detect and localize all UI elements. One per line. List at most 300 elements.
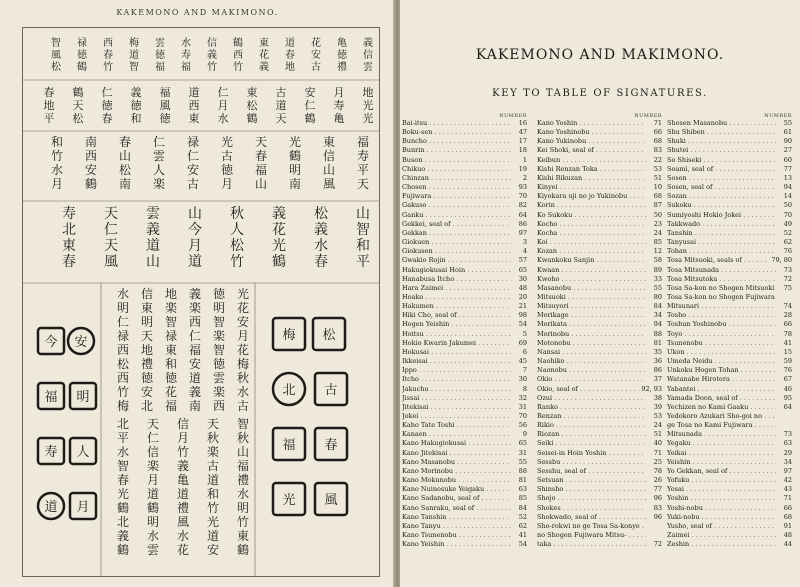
entry-name: Yabantei . . . xyxy=(667,385,776,394)
entry-name: Kano Tsunenobu . . . xyxy=(402,531,511,540)
signature-glyph: 水 xyxy=(146,529,160,543)
signature-glyph: 天 xyxy=(104,238,118,254)
entry-number: 31 xyxy=(511,403,527,412)
signature-glyph: 道 xyxy=(146,238,160,254)
entry-name: Sumiyoshi Hokio Jokei . . . xyxy=(667,211,776,220)
key-entry xyxy=(537,504,662,513)
signature-glyph: 徳 xyxy=(130,99,142,112)
entry-number: 93 xyxy=(511,183,527,192)
entry-name: Jakuchu . . . xyxy=(402,385,511,394)
key-entry xyxy=(667,394,792,403)
running-head: KAKEMONO AND MAKIMONO. xyxy=(116,8,279,17)
entry-number: 98 xyxy=(511,311,527,320)
key-entry xyxy=(402,229,527,238)
signature-glyph: 西 xyxy=(233,50,243,61)
entry-list xyxy=(667,119,792,549)
entry-number: 56 xyxy=(511,421,527,430)
signature-glyph: 明 xyxy=(146,515,160,529)
signature-glyph: 仁 xyxy=(101,86,113,99)
signature-glyph: 鶴 xyxy=(84,177,98,191)
signature-glyph: 春 xyxy=(118,135,132,149)
signature-glyph: 松 xyxy=(116,357,130,371)
signature-glyph: 竹 xyxy=(206,501,220,515)
entry-name: Buson . . . xyxy=(402,156,511,165)
entry-name: Tsunenobu . . . xyxy=(667,339,776,348)
entry-number: 38 xyxy=(646,394,662,403)
entry-name: Hanabusa Itcho . . . xyxy=(402,275,511,284)
page-subtitle: KEY TO TABLE OF SIGNATURES. xyxy=(492,88,708,99)
signature-glyph: 楽 xyxy=(212,329,226,343)
entry-number: 66 xyxy=(776,320,792,329)
entry-number: 53 xyxy=(646,412,662,421)
signature-glyph: 北 xyxy=(116,515,130,529)
signature-glyph: 梅 xyxy=(129,38,139,49)
signature-glyph: 西 xyxy=(116,343,130,357)
signature-glyph: 福 xyxy=(356,135,370,149)
key-entry xyxy=(402,394,527,403)
signature-glyph: 春 xyxy=(116,473,130,487)
key-entry xyxy=(402,146,527,155)
signature-glyph: 春 xyxy=(101,112,113,125)
entry-name: Kano Mokunobu . . . xyxy=(402,476,511,485)
entry-name: Morikage . . . xyxy=(537,311,646,320)
key-entry xyxy=(667,467,792,476)
entry-number: 53 xyxy=(646,165,662,174)
key-entry xyxy=(402,348,527,357)
entry-number: 89 xyxy=(646,266,662,275)
entry-number: 23 xyxy=(646,220,662,229)
signature-glyph: 雲 xyxy=(212,371,226,385)
signature-glyph: 和 xyxy=(130,112,142,125)
entry-name: So Shiseki . . . xyxy=(667,156,776,165)
signature-glyph: 鶴 xyxy=(233,38,243,49)
entry-number: 34 xyxy=(646,311,662,320)
signature-columns xyxy=(44,36,374,557)
signature-glyph: 智 xyxy=(51,38,61,49)
key-entry xyxy=(667,485,792,494)
key-entry xyxy=(537,156,662,165)
signature-glyph: 風 xyxy=(51,50,61,61)
signature-glyph: 智 xyxy=(212,343,226,357)
key-entry xyxy=(537,421,662,430)
entry-number: 67 xyxy=(776,375,792,384)
entry-name: Ippo . . . xyxy=(402,366,511,375)
key-entry xyxy=(667,174,792,183)
entry-number: 31 xyxy=(511,449,527,458)
signature-glyph: 花 xyxy=(164,385,178,399)
signature-glyph: 楽 xyxy=(188,301,202,315)
entry-name: Hakugiokusai Hoin . . . xyxy=(402,266,511,275)
key-entry xyxy=(667,476,792,485)
entry-name: Ozui . . . xyxy=(537,394,646,403)
key-entry xyxy=(667,275,792,284)
key-entry xyxy=(667,192,792,201)
signature-glyph: 鶴 xyxy=(116,501,130,515)
signature-glyph: 信 xyxy=(146,445,160,459)
entry-number: 9 xyxy=(511,430,527,439)
key-entry xyxy=(667,165,792,174)
entry-number: 33 xyxy=(646,275,662,284)
entry-name: Boku-sen . . . xyxy=(402,128,511,137)
signature-glyph: 鶴 xyxy=(116,543,130,557)
key-entry xyxy=(667,412,792,421)
entry-name: Chikuo . . . xyxy=(402,165,511,174)
entry-number: 46 xyxy=(776,385,792,394)
entry-name: Sosen . . . xyxy=(667,174,776,183)
key-entry xyxy=(537,302,662,311)
signature-glyph: 西 xyxy=(188,315,202,329)
entry-number: 70 xyxy=(511,412,527,421)
entry-number: 22 xyxy=(646,156,662,165)
entry-number: 39 xyxy=(646,403,662,412)
entry-number: 74 xyxy=(776,302,792,311)
key-entry xyxy=(402,421,527,430)
entry-number: 64 xyxy=(776,403,792,412)
seal-glyph: 光 xyxy=(282,493,296,508)
key-entry xyxy=(402,211,527,220)
signature-glyph: 福 xyxy=(181,62,191,73)
entry-number: 97 xyxy=(511,229,527,238)
key-entry xyxy=(667,385,792,394)
entry-name: Sozan . . . xyxy=(667,192,776,201)
entry-name: Riozan . . . xyxy=(537,430,646,439)
signature-glyph: 安 xyxy=(206,543,220,557)
entry-name: Renzan . . . xyxy=(537,412,646,421)
entry-number: 55 xyxy=(646,284,662,293)
key-entry xyxy=(402,467,527,476)
entry-name: Hiki Cho, seal of . . . xyxy=(402,311,511,320)
entry-name: Yoshin . . . xyxy=(667,494,776,503)
entry-number: 94 xyxy=(776,183,792,192)
key-entry xyxy=(402,256,527,265)
signature-glyph: 福 xyxy=(236,459,250,473)
signature-glyph: 東 xyxy=(246,86,258,99)
entry-name: Keibun . . . xyxy=(537,156,646,165)
entry-number: 8 xyxy=(511,385,527,394)
signature-glyph: 西 xyxy=(212,399,226,413)
entry-name: Hara Zaimei . . . xyxy=(402,284,511,293)
entry-number: 25 xyxy=(646,458,662,467)
entry-name: Kano Sanraku, seal of . . . xyxy=(402,504,511,513)
entry-name: Tanshin . . . xyxy=(667,229,776,238)
signature-glyph: 和 xyxy=(206,487,220,501)
signature-glyph: 秋 xyxy=(230,206,244,222)
key-entry xyxy=(402,366,527,375)
seal-glyph: 人 xyxy=(76,445,90,460)
key-entry xyxy=(667,137,792,146)
signature-glyph: 地 xyxy=(164,287,178,301)
signature-glyph: 松 xyxy=(230,238,244,254)
key-entry xyxy=(402,266,527,275)
entry-name: no Shogen Fujiwara Mitsu- . . . xyxy=(537,531,646,540)
entry-name: Zeshin . . . xyxy=(667,540,776,549)
signature-glyph: 楽 xyxy=(146,459,160,473)
signature-glyph: 亀 xyxy=(176,473,190,487)
entry-name: Hokio Kwarin Jakumei . . . xyxy=(402,339,511,348)
entry-number: 49 xyxy=(776,220,792,229)
signature-glyph: 竹 xyxy=(207,62,217,73)
key-entry xyxy=(667,256,792,265)
signature-glyph: 禄 xyxy=(77,38,87,49)
seal-glyph: 風 xyxy=(324,493,338,508)
entry-name: Gakuso . . . xyxy=(402,201,511,210)
key-entry xyxy=(537,449,662,458)
entry-name: Kiyokara uji no jo Yukinobu . . . xyxy=(537,192,646,201)
entry-number: 95 xyxy=(776,394,792,403)
entry-name: Toyo . . . xyxy=(667,330,776,339)
entry-name: Sessbu . . . xyxy=(537,458,646,467)
key-entry xyxy=(667,439,792,448)
signature-glyph: 義 xyxy=(314,222,328,238)
entry-name: Hoitsu . . . xyxy=(402,330,511,339)
signature-glyph: 仁 xyxy=(217,86,229,99)
signature-glyph: 秋 xyxy=(236,371,250,385)
signature-glyph: 人 xyxy=(152,163,166,177)
key-entry xyxy=(402,192,527,201)
entry-number: 48 xyxy=(511,284,527,293)
entry-name: Unkoku Hogen Tohan . . . xyxy=(667,366,776,375)
entry-number: 6 xyxy=(511,348,527,357)
entry-number xyxy=(646,531,662,540)
entry-name: Yamada Doon, seal of . . . xyxy=(667,394,776,403)
entry-number: 90 xyxy=(776,137,792,146)
entry-name: Bunrin . . . xyxy=(402,146,511,155)
key-entry xyxy=(537,366,662,375)
signature-glyph: 道 xyxy=(146,487,160,501)
signature-glyph: 雲 xyxy=(363,62,373,73)
signature-glyph: 月 xyxy=(333,86,345,99)
entry-name: Kano Yoshin . . . xyxy=(537,119,646,128)
entry-number: 47 xyxy=(511,128,527,137)
key-entry xyxy=(402,293,527,302)
signature-glyph: 梅 xyxy=(116,399,130,413)
key-entry xyxy=(537,229,662,238)
entry-number: 52 xyxy=(776,229,792,238)
entry-name: Setsuan . . . xyxy=(537,476,646,485)
signature-glyph: 古 xyxy=(236,399,250,413)
signature-glyph: 松 xyxy=(51,62,61,73)
signature-glyph: 東 xyxy=(62,238,76,254)
signature-glyph: 寿 xyxy=(181,50,191,61)
key-entry xyxy=(537,494,662,503)
key-entry xyxy=(402,439,527,448)
entry-name: Kano Hakugiokusai . . . xyxy=(402,439,511,448)
signature-glyph: 信 xyxy=(363,50,373,61)
entry-name: Shosen Masanobu . . . xyxy=(667,119,776,128)
signature-glyph: 光 xyxy=(362,99,374,112)
entry-number: 62 xyxy=(511,522,527,531)
key-entry xyxy=(667,375,792,384)
seal-glyph: 道 xyxy=(44,500,58,515)
entry-number: 76 xyxy=(776,247,792,256)
entry-name: Kishi Renzan Toka . . . xyxy=(537,165,646,174)
entry-number: 79, 80 xyxy=(771,256,792,265)
signature-glyph: 明 xyxy=(212,301,226,315)
entry-name: Gekkan . . . xyxy=(402,229,511,238)
signature-glyph: 信 xyxy=(207,38,217,49)
signature-glyph: 北 xyxy=(116,417,130,431)
signature-glyph: 徳 xyxy=(220,163,234,177)
entry-name: Jissai . . . xyxy=(402,394,511,403)
signature-glyph: 月 xyxy=(236,329,250,343)
signature-glyph: 福 xyxy=(155,62,165,73)
entry-number: 96 xyxy=(646,513,662,522)
seal-glyph: 福 xyxy=(282,438,296,453)
entry-number: 75 xyxy=(776,284,792,293)
entry-name: Tanyusai . . . xyxy=(667,238,776,247)
entry-number: 42 xyxy=(776,476,792,485)
signature-glyph: 智 xyxy=(164,315,178,329)
entry-name: taka . . . xyxy=(537,540,646,549)
key-entry xyxy=(667,320,792,329)
signature-glyph: 光 xyxy=(362,112,374,125)
entry-name: Ukon . . . xyxy=(667,348,776,357)
entry-number: 43 xyxy=(776,485,792,494)
entry-number: 30 xyxy=(511,275,527,284)
signature-glyph: 徳 xyxy=(77,50,87,61)
key-entry xyxy=(537,513,662,522)
key-entry xyxy=(537,284,662,293)
signature-glyph: 竹 xyxy=(236,515,250,529)
entry-name: Yusho, seal of . . . xyxy=(667,522,776,531)
key-entry xyxy=(667,430,792,439)
entry-number: 51 xyxy=(646,430,662,439)
signature-glyph: 古 xyxy=(311,62,321,73)
entry-number: 86 xyxy=(646,366,662,375)
signature-glyph: 仁 xyxy=(146,431,160,445)
entry-name: Tosa Mitsutoka . . . xyxy=(667,275,776,284)
entry-number: 77 xyxy=(776,165,792,174)
key-entry xyxy=(537,330,662,339)
entry-number: 5 xyxy=(511,330,527,339)
entry-name: Shutei . . . xyxy=(667,146,776,155)
entry-name: Yuki-nobu . . . xyxy=(667,513,776,522)
entry-number: 83 xyxy=(646,146,662,155)
entry-list xyxy=(537,119,662,549)
entry-number xyxy=(776,421,792,430)
signature-glyph: 月 xyxy=(146,473,160,487)
key-entry xyxy=(402,220,527,229)
entry-name: Yoshi-nobu . . . xyxy=(667,504,776,513)
signature-glyph: 楽 xyxy=(152,177,166,191)
entry-number: 65 xyxy=(511,439,527,448)
key-entry xyxy=(537,311,662,320)
key-entry xyxy=(667,220,792,229)
entry-name: Itcho . . . xyxy=(402,375,511,384)
key-entry xyxy=(402,357,527,366)
entry-number: 71 xyxy=(776,494,792,503)
signature-glyph: 光 xyxy=(206,515,220,529)
entry-list xyxy=(402,119,527,549)
key-entry xyxy=(402,504,527,513)
signature-glyph: 竹 xyxy=(176,445,190,459)
signature-glyph: 地 xyxy=(140,343,154,357)
signature-glyph: 天 xyxy=(72,99,84,112)
signature-glyph: 禄 xyxy=(164,329,178,343)
signature-glyph: 人 xyxy=(230,222,244,238)
signature-glyph: 明 xyxy=(288,163,302,177)
key-entry xyxy=(402,375,527,384)
key-entry xyxy=(402,275,527,284)
signature-glyph: 道 xyxy=(176,487,190,501)
signature-glyph: 水 xyxy=(236,385,250,399)
seal-glyph: 安 xyxy=(74,335,88,350)
signature-glyph: 雲 xyxy=(146,543,160,557)
signature-glyph: 道 xyxy=(285,38,295,49)
column-heading: NUMBER xyxy=(634,113,662,119)
entry-number: 24 xyxy=(646,421,662,430)
entry-name: Ganku . . . xyxy=(402,211,511,220)
key-entry xyxy=(537,183,662,192)
entry-number: 84 xyxy=(511,504,527,513)
column-heading: NUMBER xyxy=(499,113,527,119)
entry-number: 34 xyxy=(776,458,792,467)
left-page xyxy=(0,0,395,587)
key-entry xyxy=(667,293,792,302)
key-entry xyxy=(537,119,662,128)
signature-glyph: 信 xyxy=(176,417,190,431)
entry-number: 58 xyxy=(646,256,662,265)
key-entry xyxy=(402,330,527,339)
entry-name: Kano Tanyu . . . xyxy=(402,522,511,531)
signature-glyph: 智 xyxy=(356,222,370,238)
signature-glyph: 光 xyxy=(236,287,250,301)
signature-glyph: 仁 xyxy=(116,315,130,329)
entry-number: 2 xyxy=(511,174,527,183)
signature-glyph: 平 xyxy=(356,254,370,270)
entry-number: 7 xyxy=(511,366,527,375)
signature-glyph: 風 xyxy=(104,254,118,270)
entry-number: 92, 93 xyxy=(641,384,662,393)
key-entry xyxy=(667,540,792,549)
entry-name: Giokusen . . . xyxy=(402,247,511,256)
column-heading: NUMBER xyxy=(764,113,792,119)
signature-glyph: 安 xyxy=(188,357,202,371)
key-entry xyxy=(667,119,792,128)
entry-number: 84 xyxy=(646,302,662,311)
entry-name: Naonobu . . . xyxy=(537,366,646,375)
signature-glyph: 義 xyxy=(176,459,190,473)
entry-name: Motonobu . . . xyxy=(537,339,646,348)
signature-glyph: 水 xyxy=(116,445,130,459)
signature-glyph: 北 xyxy=(62,222,76,238)
signature-glyph: 鶴 xyxy=(77,62,87,73)
signature-glyph: 光 xyxy=(220,135,234,149)
signature-glyph: 義 xyxy=(259,62,269,73)
signature-glyph: 智 xyxy=(212,315,226,329)
signature-glyph: 山 xyxy=(356,206,370,222)
entry-number: 70 xyxy=(776,211,792,220)
signature-glyph: 平 xyxy=(116,431,130,445)
entry-number: 69 xyxy=(511,339,527,348)
signature-glyph: 明 xyxy=(140,315,154,329)
key-entry xyxy=(537,247,662,256)
signature-glyph: 和 xyxy=(356,238,370,254)
signature-glyph: 和 xyxy=(164,357,178,371)
key-entry xyxy=(667,458,792,467)
key-entry xyxy=(402,165,527,174)
signature-glyph: 道 xyxy=(206,473,220,487)
signature-glyph: 地 xyxy=(362,86,374,99)
entry-number: 68 xyxy=(646,192,662,201)
signature-glyph: 光 xyxy=(288,135,302,149)
signature-glyph: 禄 xyxy=(116,329,130,343)
key-entry xyxy=(537,522,662,531)
entry-number: 36 xyxy=(646,357,662,366)
signature-glyph: 光 xyxy=(116,487,130,501)
key-entry xyxy=(402,119,527,128)
signature-glyph: 古 xyxy=(275,86,287,99)
